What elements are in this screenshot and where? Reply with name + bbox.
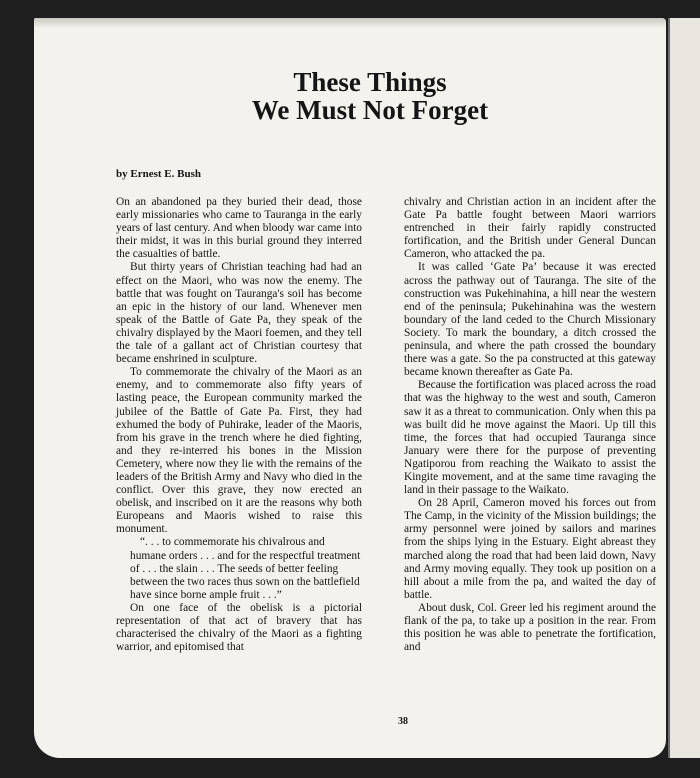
paragraph: On an abandoned pa they buried their dead, those early missionaries who came to Tauranga in the early years of last century. And when bloody war came into their midst, it was in this burial ground they interred the casualties of battle.: [116, 196, 362, 261]
right-column: [404, 196, 656, 654]
title-line-2: We Must Not Forget: [251, 95, 489, 125]
inscription-quote: “. . . to commemorate his chivalrous and humane orders . . . and for the respectful treatment of . . . the slain . . . The seeds of better feeling between the two races thus sown on the battlefield have since borne ample fruit . . .”: [130, 536, 361, 601]
article-title: [34, 68, 666, 124]
paragraph: But thirty years of Christian teaching had had an effect on the Maori, who was now the enemy. The battle that was fought on Tauranga's soil has become an epic in the history of our land. Whenever men speak of the Battle of Gate Pa, they speak of the chivalry displayed by the Maori foemen, and they tell the tale of a gallant act of Christian courtesy that became enshrined in sculpture.: [116, 261, 362, 366]
title-line-1: These Things: [293, 67, 447, 97]
paragraph: Because the fortification was placed across the road that was the highway to the west and south, Cameron saw it as a threat to communication. Only when this pa was built did he move against the Maori. Up till this time, the forces that had occupied Tauranga since January were there for the purpose of preventing Ngatiporou from reaching the Waikato to assist the Kingite movement, and at the same time ravaging the land in their passage to the Waikato.: [404, 379, 656, 497]
byline: by Ernest E. Bush: [116, 168, 201, 180]
paragraph: It was called ‘Gate Pa’ because it was erected across the pathway out of Tauranga. The site of the construction was Pukehinahina, a hill near the western end of the peninsula; Pukehinahina was the western boundary of the land ceded to the Church Missionary Society. To mark the boundary, a ditch crossed the peninsula, and where the path crossed the boundary there was a gate. So the pa constructed at this gateway became known thereafter as Gate Pa.: [404, 261, 656, 379]
paragraph: On one face of the obelisk is a pictorial representation of that act of bravery that has characterised the chivalry of the Maori as a fighting warrior, and epitomised that: [116, 601, 362, 654]
adjacent-page-edge: [668, 18, 700, 758]
magazine-page: [34, 18, 666, 758]
paragraph: On 28 April, Cameron moved his forces out from The Camp, in the vicinity of the Mission buildings; the army personnel were joined by sailors and marines from the ships lying in the Estuary. Eight abreast they marched along the road that had been laid down, Navy and Army moving equally. They took up position on a hill about a mile from the pa, and waited the day of battle.: [404, 497, 656, 601]
paragraph: About dusk, Col. Greer led his regiment around the flank of the pa, to take up a position in the rear. From this position he was able to penetrate the fortification, and: [404, 601, 656, 654]
paragraph: To commemorate the chivalry of the Maori as an enemy, and to commemorate also fifty years of lasting peace, the European community marked the jubilee of the Battle of Gate Pa. First, they had exhumed the body of Puhirake, leader of the Maoris, from his grave in the trench where he died fighting, and they re-interred his bones in the Mission Cemetery, where now they lie with the remains of the leaders of the British Army and Navy who died in the conflict. Over this grave, they now erected an obelisk, and inscribed on it are the reasons why both Europeans and Maoris wished to raise this monument.: [116, 366, 362, 536]
paragraph: chivalry and Christian action in an incident after the Gate Pa battle fought between Maori warriors entrenched in their fairly rapidly constructed fortification, and the British under General Duncan Cameron, who attacked the pa.: [404, 196, 656, 261]
page-number: 38: [398, 716, 408, 727]
left-column: [116, 196, 362, 654]
